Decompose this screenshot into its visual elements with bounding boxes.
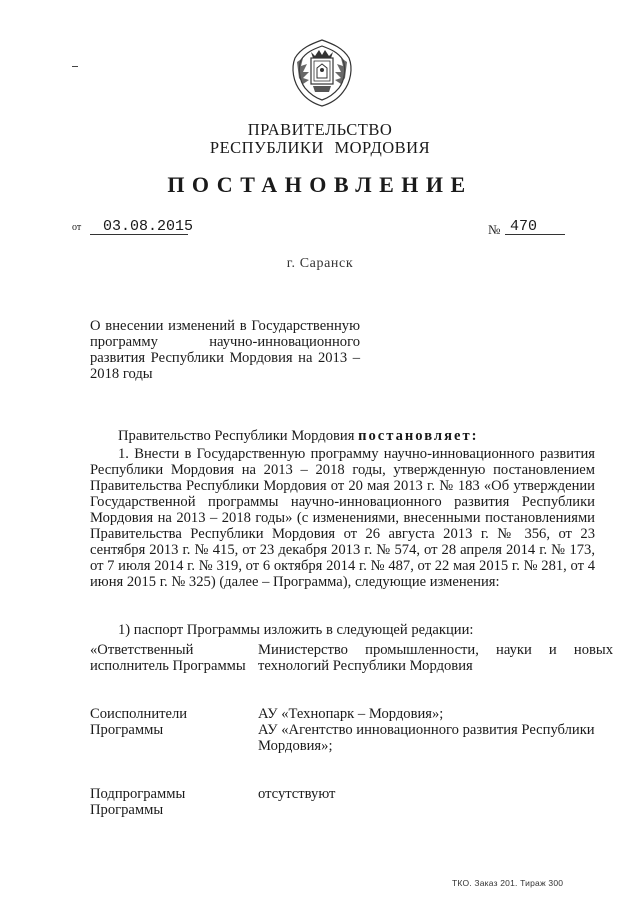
organization-name-line1: ПРАВИТЕЛЬСТВО [247,120,393,139]
print-footer: ТКО. Заказ 201. Тираж 300 [452,878,564,888]
passport-row-value-executor: Министерство промышленности, науки и новых технологий Республики Мордовия [258,642,613,674]
document-date: 03.08.2015 [103,218,194,235]
passport-row-label-executor: «Ответственный исполнитель Программы [90,642,246,674]
document-title: ПОСТАНОВЛЕНИЕ [167,172,473,197]
date-label: от [72,222,82,233]
intro-text: Правительство Республики Мордовия [118,428,359,444]
passport-row-value-coexecutors-1: АУ «Технопарк – Мордовия»; [258,706,444,722]
passport-row-label-coexecutors: Соисполнители Программы [90,706,188,738]
coat-of-arms-emblem [289,38,355,108]
resolves-word: постановляет: [358,428,479,444]
resolution-intro [118,428,479,445]
item-1-paragraph: 1. Внести в Государственную программу научно-инновационного развития Республики Мордовия на 2013 – 2018 годы, утвержденную постановлением Правительства Республики Мордовия от 20 мая 2013 г. № 183 «Об утверждении Государственной программы научно-инновационного развития Республики Мордовия на 2013 – 2018 годы» (с изменениями, внесенными постановлениями Правительства Республики Мордовия от 26 августа 2013 г. № 356, от 23 сентября 2013 г. № 415, от 23 декабря 2013 г. № 574, от 28 апреля 2014 г. № 173, от 7 июля 2014 г. № 319, от 6 октября 2014 г. № 487, от 22 мая 2015 г. № 281, от 4 июня 2015 г. № 325) (далее – Программа), следующие изменения: [90,446,595,590]
passport-row-value-coexecutors-2: АУ «Агентство инновационного развития Республики Мордовия»; [258,722,595,754]
number-label: № [488,222,501,237]
subitem-1: 1) паспорт Программы изложить в следующей редакции: [118,622,474,638]
organization-name-line2: РЕСПУБЛИКИ МОРДОВИЯ [209,138,431,157]
passport-row-value-subprograms: отсутствуют [258,786,336,802]
city-name: г. Саранск [286,256,354,271]
document-subject: О внесении изменений в Государственную программу научно-инновационного развития Республики Мордовия на 2013 – 2018 годы [90,318,360,382]
document-number: 470 [510,218,538,235]
passport-row-label-subprograms: Подпрограммы Программы [90,786,186,818]
margin-mark [72,66,78,67]
resolution-body [90,446,595,590]
